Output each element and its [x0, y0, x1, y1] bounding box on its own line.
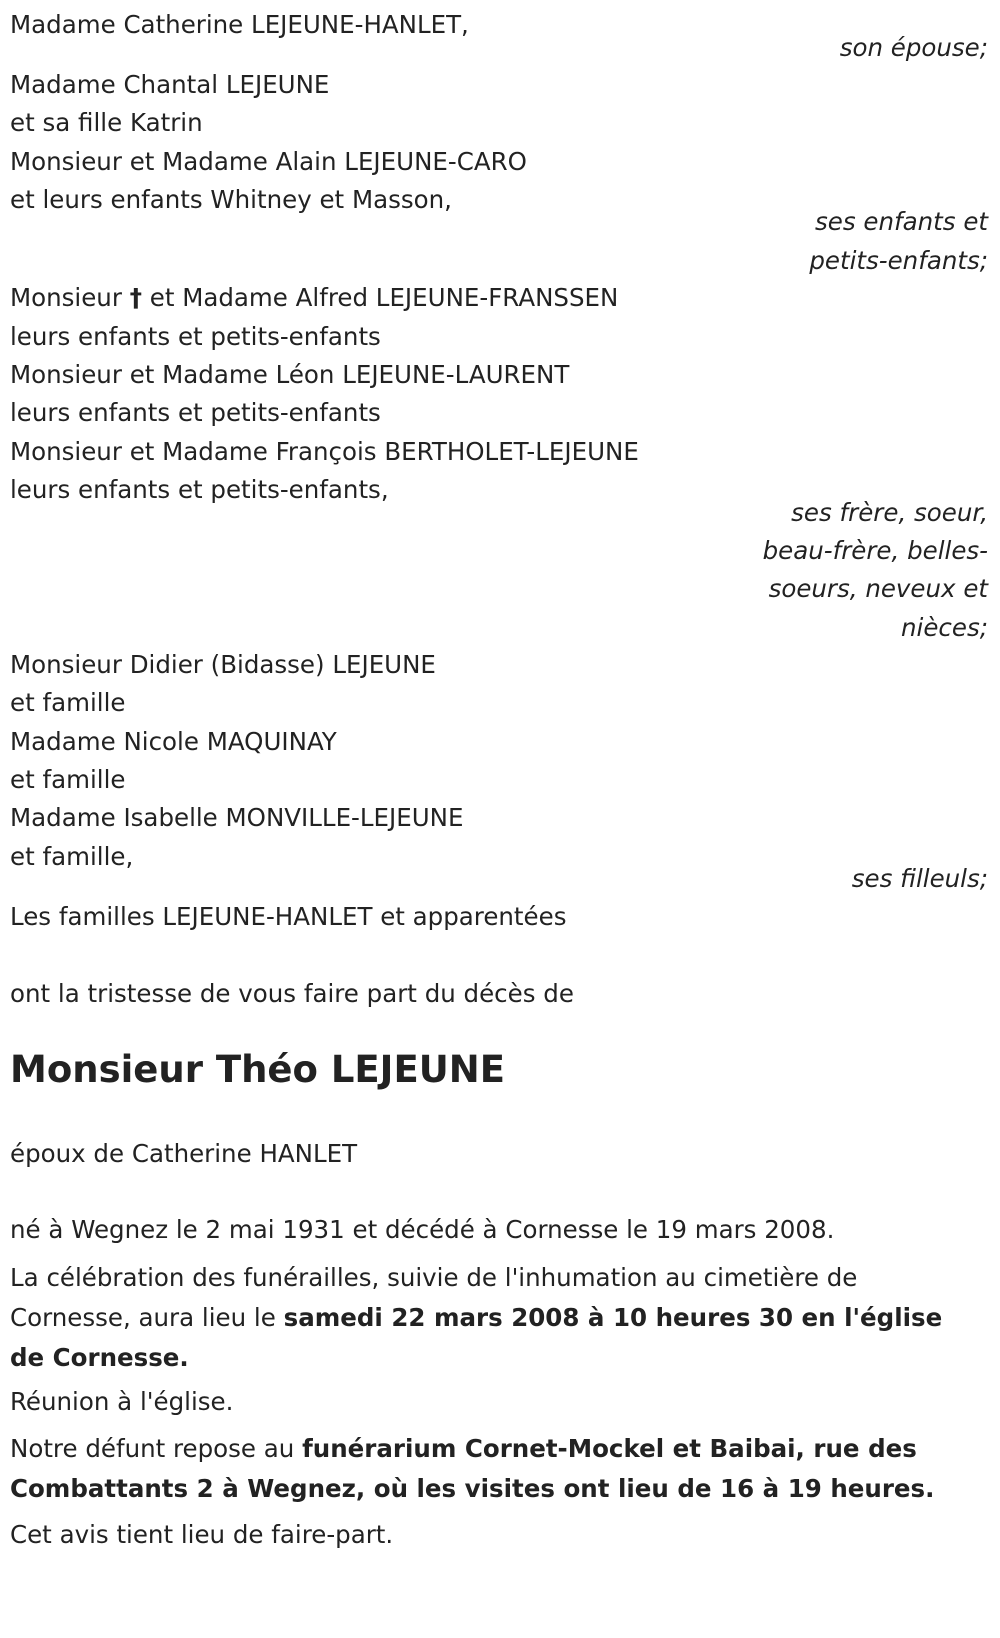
cross-icon: † — [129, 283, 142, 312]
relation-label: nièces; — [901, 613, 988, 642]
family-line: et leurs enfants Whitney et Masson, — [10, 185, 452, 214]
family-line: Madame Catherine LEJEUNE-HANLET, — [10, 10, 469, 39]
family-line: leurs enfants et petits-enfants — [10, 322, 381, 351]
family-line: et famille — [10, 765, 126, 794]
ceremony-text: La célébration des funérailles, suivie de l'inhumation au cimetière de Cornesse, aura lieu le — [10, 1263, 858, 1332]
spouse-line: époux de Catherine HANLET — [10, 1139, 358, 1168]
relation-label: petits-enfants; — [809, 246, 988, 275]
family-line: leurs enfants et petits-enfants — [10, 398, 381, 427]
family-line: Monsieur et Madame François BERTHOLET-LEJEUNE — [10, 437, 639, 466]
family-line: et sa fille Katrin — [10, 108, 203, 137]
relation-label: soeurs, neveux et — [768, 574, 988, 603]
family-line-prefix: Monsieur — [10, 283, 122, 312]
family-line: Madame Isabelle MONVILLE-LEJEUNE — [10, 803, 464, 832]
family-line: et famille — [10, 688, 126, 717]
closing-line: Cet avis tient lieu de faire-part. — [10, 1520, 394, 1549]
family-line — [10, 278, 618, 318]
family-line: Madame Chantal LEJEUNE — [10, 70, 330, 99]
relation-label: ses filleuls; — [851, 864, 988, 893]
birth-death-line: né à Wegnez le 2 mai 1931 et décédé à Cornesse le 19 mars 2008. — [10, 1215, 835, 1244]
family-line: Monsieur Didier (Bidasse) LEJEUNE — [10, 650, 436, 679]
rest-paragraph — [10, 1429, 960, 1509]
ceremony-details: samedi 22 mars 2008 à 10 heures 30 en l'église de Cornesse. — [10, 1303, 943, 1372]
family-line: Madame Nicole MAQUINAY — [10, 727, 337, 756]
relation-label: son épouse; — [839, 33, 988, 62]
ceremony-paragraph — [10, 1258, 960, 1378]
announcement-text: ont la tristesse de vous faire part du décès de — [10, 979, 574, 1008]
rest-details: funérarium Cornet-Mockel et Baibai, rue des Combattants 2 à Wegnez, où les visites ont lieu de 16 à 19 heures. — [10, 1434, 935, 1503]
relation-label: ses enfants et — [815, 207, 988, 236]
relation-label: ses frère, soeur, — [791, 498, 988, 527]
rest-text: Notre défunt repose au — [10, 1434, 303, 1463]
family-line: leurs enfants et petits-enfants, — [10, 475, 389, 504]
deceased-name: Monsieur Théo LEJEUNE — [10, 1048, 506, 1091]
family-line-suffix: et Madame Alfred LEJEUNE-FRANSSEN — [149, 283, 619, 312]
family-line: Les familles LEJEUNE-HANLET et apparentées — [10, 902, 567, 931]
family-line: Monsieur et Madame Léon LEJEUNE-LAURENT — [10, 360, 570, 389]
family-line: et famille, — [10, 842, 134, 871]
relation-label: beau-frère, belles- — [762, 536, 988, 565]
family-line: Monsieur et Madame Alain LEJEUNE-CARO — [10, 147, 527, 176]
meeting-line: Réunion à l'église. — [10, 1387, 234, 1416]
